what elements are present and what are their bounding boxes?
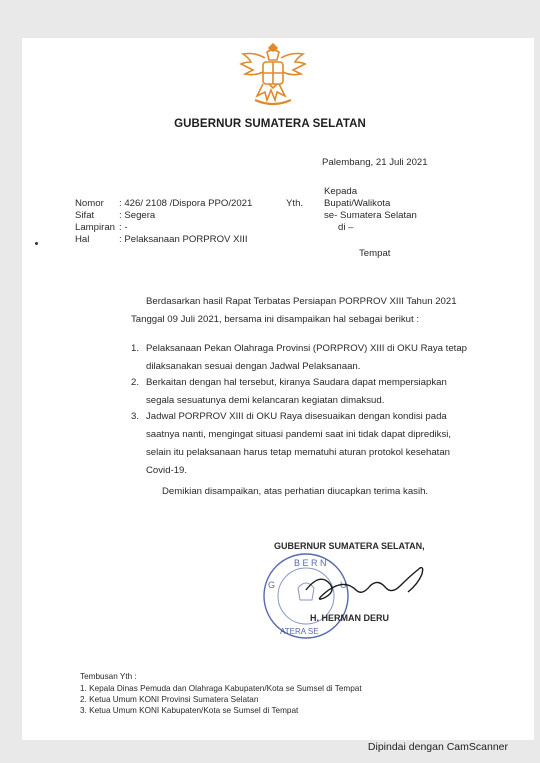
item-3-text: Jadwal PORPROV XIII di OKU Raya disesuaikan dengan kondisi pada saatnya nanti, mengingat situasi pandemi saat ini tidak dapat diprediksi, selain itu pelaksanaan harus tetap mematuhi aturan protokol kesehatan Covid-19. <box>146 411 452 476</box>
cc-item-1: 1. Kepala Dinas Pemuda dan Olahraga Kabupaten/Kota se Sumsel di Tempat <box>80 684 362 693</box>
item-1-number: 1. <box>131 343 140 354</box>
scanner-watermark: Dipindai dengan CamScanner <box>367 741 508 753</box>
item-2-number: 2. <box>131 377 140 388</box>
sifat-label: Sifat <box>75 210 95 221</box>
recipient-line2: se- Sumatera Selatan <box>324 210 417 221</box>
recipient-line1: Bupati/Walikota <box>324 198 391 209</box>
cc-item-3: 3. Ketua Umum KONI Kabupaten/Kota se Sumsel di Tempat <box>80 706 299 715</box>
signature-title: GUBERNUR SUMATERA SELATAN, <box>274 541 425 551</box>
letterhead-title: GUBERNUR SUMATERA SELATAN <box>174 118 366 130</box>
item-1-text: Pelaksanaan Pekan Olahraga Provinsi (PORPROV) XIII di OKU Raya tetap dilaksanakan sesuai dengan Jadwal Pelaksanaan. <box>146 343 468 372</box>
intro-paragraph: Berdasarkan hasil Rapat Terbatas Persiapan PORPROV XIII Tahun 2021 Tanggal 09 Juli 2021, bersama ini disampaikan hal sebagai berikut : <box>131 296 457 325</box>
signer-name: H. HERMAN DERU <box>310 613 390 623</box>
svg-text:ATERA SE: ATERA SE <box>280 627 319 636</box>
nomor-value: : 426/ 2108 /Dispora PPO/2021 <box>119 198 253 209</box>
garuda-emblem-icon <box>239 38 307 114</box>
svg-text:U: U <box>340 580 347 590</box>
lampiran-label: Lampiran <box>75 222 115 233</box>
recipient-line3: di – <box>338 222 354 233</box>
hal-label: Hal <box>75 234 90 245</box>
yth-label: Yth. <box>286 198 304 209</box>
kepada-label: Kepada <box>324 186 358 197</box>
hal-value: : Pelaksanaan PORPROV XIII <box>119 234 248 245</box>
lampiran-value: : - <box>119 222 128 233</box>
cc-label: Tembusan Yth : <box>80 672 137 681</box>
item-2-text: Berkaitan dengan hal tersebut, kiranya Saudara dapat mempersiapkan segala sesuatunya demi kelancaran kegiatan dimaksud. <box>146 377 447 406</box>
cc-item-2: 2. Ketua Umum KONI Provinsi Sumatera Selatan <box>80 695 259 704</box>
recipient-tempat: Tempat <box>359 248 391 259</box>
nomor-label: Nomor <box>75 198 104 209</box>
handwritten-signature <box>300 560 440 620</box>
item-3-number: 3. <box>131 411 140 422</box>
margin-mark <box>35 242 38 245</box>
svg-text:G: G <box>268 580 276 590</box>
svg-text:B E R N: B E R N <box>294 558 327 568</box>
sifat-value: : Segera <box>119 210 156 221</box>
closing-sentence: Demikian disampaikan, atas perhatian diucapkan terima kasih. <box>162 486 429 497</box>
place-date: Palembang, 21 Juli 2021 <box>322 157 428 168</box>
